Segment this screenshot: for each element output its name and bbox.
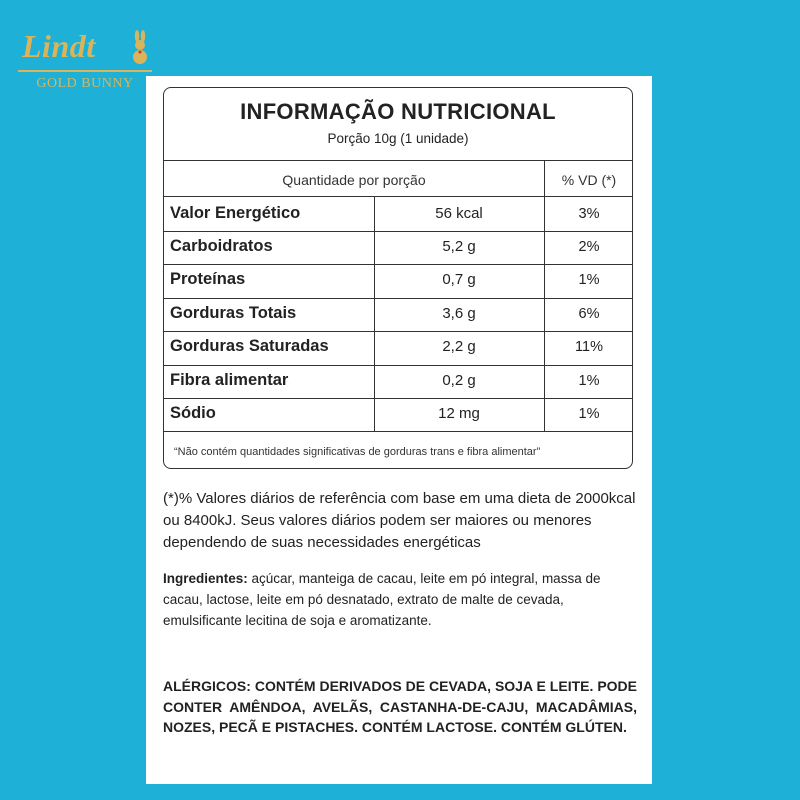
- nutrient-vd: 1%: [578, 373, 600, 389]
- brand-wordmark: Lindt: [22, 28, 96, 64]
- table-row: [164, 365, 632, 398]
- header-vd: % VD (*): [561, 172, 617, 188]
- nutrient-quantity: 2,2 g: [442, 338, 476, 355]
- header-quantity: Quantidade por porção: [282, 172, 426, 188]
- nutrient-name: Carboidratos: [170, 237, 273, 255]
- nutrient-quantity: 12 mg: [438, 405, 480, 422]
- brand-subtitle: GOLD BUNNY: [36, 76, 134, 91]
- nutrient-vd: 2%: [578, 239, 600, 255]
- nutrient-quantity: 56 kcal: [435, 205, 483, 222]
- nutrient-name: Gorduras Saturadas: [170, 337, 329, 355]
- nutrient-vd: 1%: [578, 406, 600, 422]
- daily-value-note: (*)% Valores diários de referência com base em uma dieta de 2000kcal ou 8400kJ. Seus valores diários podem ser maiores ou menores dependendo de suas necessidades energéticas: [163, 490, 636, 551]
- nutrient-quantity: 5,2 g: [442, 238, 476, 255]
- nutrient-quantity: 0,7 g: [442, 271, 476, 288]
- table-row: [164, 264, 632, 297]
- nutrition-table: [163, 87, 633, 469]
- allergen-warning: ALÉRGICOS: CONTÉM DERIVADOS DE CEVADA, SOJA E LEITE. PODE CONTER AMÊNDOA, AVELÃS, CASTANHA-DE-CAJU, MACADÂMIAS, NOZES, PECÃ E PISTACHES. CONTÉM LACTOSE. CONTÉM GLÚTEN.: [163, 678, 637, 735]
- label-panel: [146, 76, 652, 784]
- table-row: [164, 398, 632, 431]
- table-row: [164, 198, 632, 231]
- nutrient-quantity: 0,2 g: [442, 372, 476, 389]
- nutrient-quantity: 3,6 g: [442, 305, 476, 322]
- table-row: [164, 231, 632, 264]
- row-divider: [164, 431, 632, 432]
- nutrient-name: Gorduras Totais: [170, 304, 297, 322]
- brand-logo-block: [18, 24, 154, 94]
- nutrient-vd: 6%: [578, 306, 600, 322]
- ingredients-label: Ingredientes:: [163, 571, 248, 586]
- ingredients-section: [163, 568, 641, 631]
- table-divider: [164, 160, 632, 161]
- nutrient-name: Valor Energético: [170, 204, 301, 222]
- nutrient-name: Fibra alimentar: [170, 371, 289, 389]
- ingredients-text: açúcar, manteiga de cacau, leite em pó integral, massa de cacau, lactose, leite em pó desnatado, extrato de malte de cevada, emulsificante lecitina de soja e aromatizante.: [163, 571, 601, 628]
- nutrient-vd: 3%: [578, 206, 600, 222]
- nutrient-vd: 1%: [578, 272, 600, 288]
- table-divider: [164, 196, 632, 197]
- table-row: [164, 298, 632, 331]
- nutrient-name: Sódio: [170, 404, 216, 422]
- nutrition-portion: Porção 10g (1 unidade): [327, 131, 469, 146]
- nutrition-title: INFORMAÇÃO NUTRICIONAL: [240, 99, 556, 124]
- brand-divider: [18, 70, 152, 72]
- bunny-icon: [128, 30, 152, 64]
- nutrient-name: Proteínas: [170, 270, 246, 288]
- nutrient-vd: 11%: [575, 339, 603, 355]
- table-row: [164, 331, 632, 364]
- nutrition-footnote: “Não contém quantidades significativas de gorduras trans e fibra alimentar”: [174, 446, 541, 458]
